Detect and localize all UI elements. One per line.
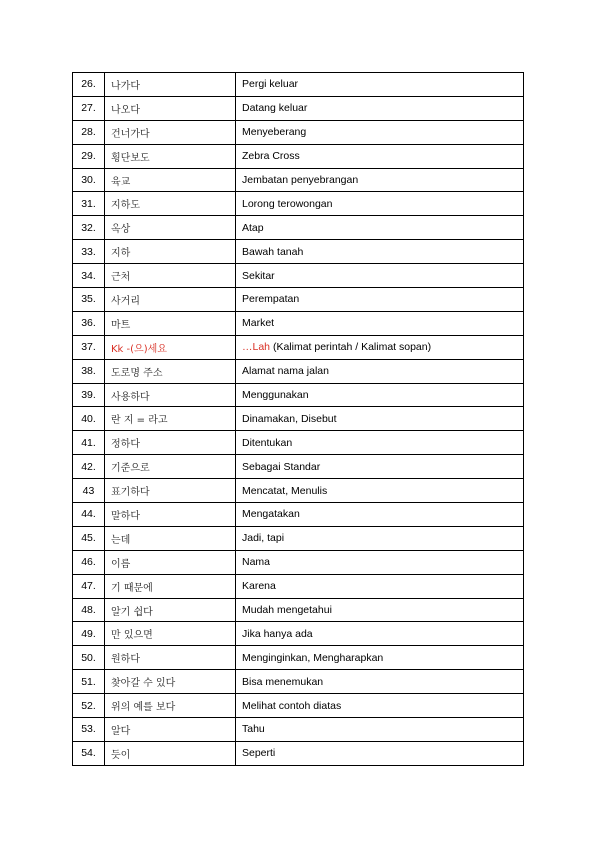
indonesian-meaning: Dinamakan, Disebut [236,407,524,431]
korean-term: 횡단보도 [105,144,236,168]
table-row [73,120,524,144]
table-row [73,741,524,765]
row-number: 41. [73,431,105,455]
korean-term: 기 때문에 [105,574,236,598]
table-row [73,240,524,264]
row-number: 31. [73,192,105,216]
korean-term: 마트 [105,311,236,335]
korean-term: 이름 [105,550,236,574]
korean-term: 찾아갈 수 있다 [105,670,236,694]
indonesian-meaning: Menginginkan, Mengharapkan [236,646,524,670]
table-row [73,694,524,718]
indonesian-meaning: Menggunakan [236,383,524,407]
table-row [73,144,524,168]
row-number: 45. [73,526,105,550]
row-number: 26. [73,73,105,97]
meaning-text: (Kalimat perintah / Kalimat sopan) [270,341,432,354]
row-number: 51. [73,670,105,694]
korean-term: 알다 [105,718,236,742]
table-row [73,192,524,216]
table-row [73,670,524,694]
table-row [73,168,524,192]
korean-term: 는데 [105,526,236,550]
indonesian-meaning: Bawah tanah [236,240,524,264]
indonesian-meaning: Jika hanya ada [236,622,524,646]
indonesian-meaning: Bisa menemukan [236,670,524,694]
row-number: 49. [73,622,105,646]
row-number: 50. [73,646,105,670]
table-row [73,431,524,455]
row-number: 44. [73,503,105,527]
table-row [73,96,524,120]
indonesian-meaning: Perempatan [236,288,524,312]
korean-term: 듯이 [105,741,236,765]
table-row [73,288,524,312]
table-row [73,550,524,574]
table-row [73,216,524,240]
indonesian-meaning: Seperti [236,741,524,765]
table-row [73,73,524,97]
table-row [73,598,524,622]
indonesian-meaning: Sebagai Standar [236,455,524,479]
korean-term: 표기하다 [105,479,236,503]
indonesian-meaning: Market [236,311,524,335]
korean-term: Kk -(으)세요 [105,335,236,359]
row-number: 53. [73,718,105,742]
indonesian-meaning: Pergi keluar [236,73,524,97]
korean-term: 근처 [105,264,236,288]
korean-term: 육교 [105,168,236,192]
table-row [73,574,524,598]
indonesian-meaning: Datang keluar [236,96,524,120]
row-number: 43 [73,479,105,503]
indonesian-meaning [236,335,524,359]
row-number: 29. [73,144,105,168]
row-number: 42. [73,455,105,479]
table-row [73,383,524,407]
korean-term: 알기 쉽다 [105,598,236,622]
indonesian-meaning: Zebra Cross [236,144,524,168]
table-row [73,335,524,359]
korean-term: 지하 [105,240,236,264]
row-number: 40. [73,407,105,431]
table-row [73,526,524,550]
korean-term: 옥상 [105,216,236,240]
table-row [73,407,524,431]
row-number: 54. [73,741,105,765]
korean-term: 도로명 주소 [105,359,236,383]
indonesian-meaning: Sekitar [236,264,524,288]
korean-term: 만 있으면 [105,622,236,646]
table-row [73,479,524,503]
korean-term: 말하다 [105,503,236,527]
indonesian-meaning: Menyeberang [236,120,524,144]
row-number: 36. [73,311,105,335]
row-number: 38. [73,359,105,383]
indonesian-meaning: Nama [236,550,524,574]
indonesian-meaning: Tahu [236,718,524,742]
table-row [73,503,524,527]
row-number: 27. [73,96,105,120]
row-number: 28. [73,120,105,144]
korean-term: 사용하다 [105,383,236,407]
row-number: 35. [73,288,105,312]
table-row [73,622,524,646]
row-number: 52. [73,694,105,718]
row-number: 34. [73,264,105,288]
korean-term: 사거리 [105,288,236,312]
table-row [73,718,524,742]
indonesian-meaning: Ditentukan [236,431,524,455]
row-number: 30. [73,168,105,192]
vocabulary-table-body [73,73,524,766]
indonesian-meaning: Melihat contoh diatas [236,694,524,718]
row-number: 37. [73,335,105,359]
indonesian-meaning: Mudah mengetahui [236,598,524,622]
table-row [73,359,524,383]
table-row [73,455,524,479]
korean-term: 기준으로 [105,455,236,479]
korean-term: 나가다 [105,73,236,97]
korean-term: 지하도 [105,192,236,216]
vocabulary-table [72,72,524,766]
korean-term: 원하다 [105,646,236,670]
indonesian-meaning: Lorong terowongan [236,192,524,216]
table-row [73,311,524,335]
korean-term: 나오다 [105,96,236,120]
indonesian-meaning: Mencatat, Menulis [236,479,524,503]
row-number: 47. [73,574,105,598]
table-row [73,646,524,670]
indonesian-meaning: Karena [236,574,524,598]
row-number: 33. [73,240,105,264]
row-number: 46. [73,550,105,574]
indonesian-meaning: Mengatakan [236,503,524,527]
indonesian-meaning: Jadi, tapi [236,526,524,550]
row-number: 48. [73,598,105,622]
meaning-highlight: …Lah [242,341,271,354]
korean-term: 건너가다 [105,120,236,144]
indonesian-meaning: Jembatan penyebrangan [236,168,524,192]
indonesian-meaning: Atap [236,216,524,240]
korean-term: 위의 예를 보다 [105,694,236,718]
korean-term: 란 지 = 라고 [105,407,236,431]
table-row [73,264,524,288]
row-number: 39. [73,383,105,407]
row-number: 32. [73,216,105,240]
korean-term: 정하다 [105,431,236,455]
indonesian-meaning: Alamat nama jalan [236,359,524,383]
